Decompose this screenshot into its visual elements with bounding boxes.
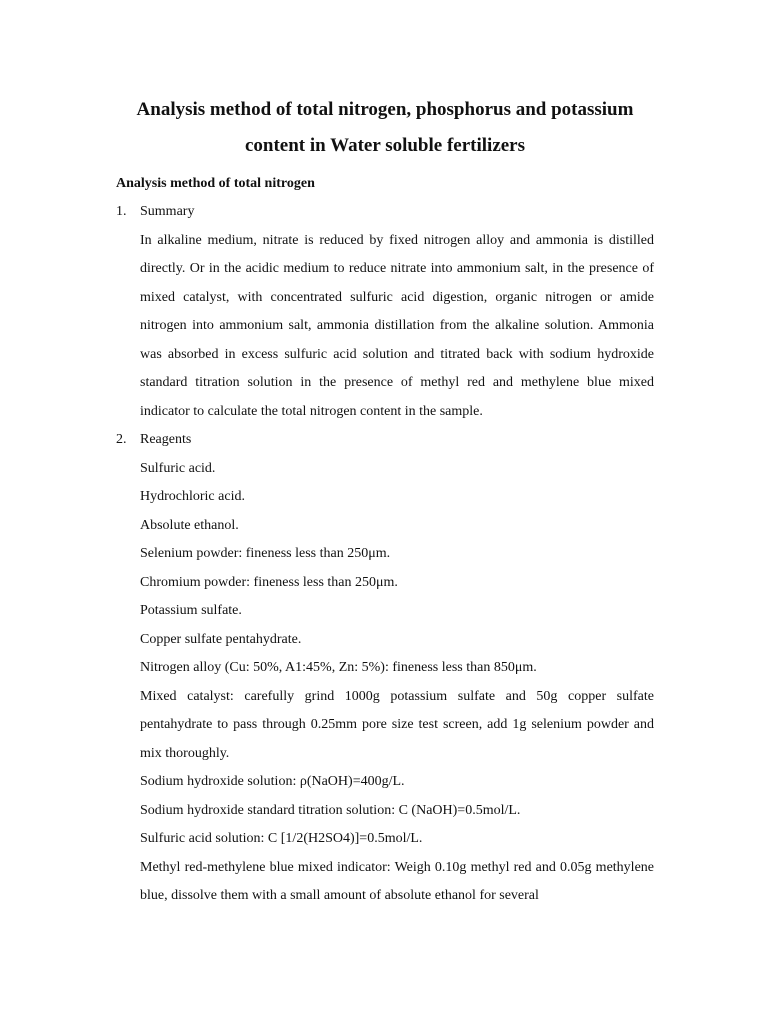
title-line-2: content in Water soluble fertilizers: [244, 135, 526, 156]
section-heading: Analysis method of total nitrogen: [116, 176, 315, 191]
summary-block: [116, 227, 654, 427]
reagent-item: Hydrochloric acid.: [140, 489, 245, 504]
reagent-item: Absolute ethanol.: [140, 517, 239, 533]
reagent-item: Methyl red-methylene blue mixed indicator: Weigh 0.10g methyl red and 0.05g methylene blue, dissolve them with a small amount of absolute ethanol for several: [140, 859, 654, 903]
title-line-1: Analysis method of total nitrogen, phosphorus and potassium: [136, 99, 634, 120]
summary-number: 1.: [116, 204, 127, 219]
reagents-number: 2.: [116, 432, 127, 447]
summary-paragraph: In alkaline medium, nitrate is reduced by fixed nitrogen alloy and ammonia is distilled directly. Or in the acidic medium to reduce nitrate into ammonium salt, in the presence of mixed catalyst, with concentrated sulfuric acid digestion, organic nitrogen or amide nitrogen into ammonium salt, ammonia distillation from the alkaline solution. Ammonia was absorbed in excess sulfuric acid solution and titrated back with sodium hydroxide standard titration solution in the presence of methyl red and methylene blue mixed indicator to calculate the total nitrogen content in the sample.: [140, 232, 654, 419]
reagent-item: Sodium hydroxide standard titration solution: C (NaOH)=0.5mol/L.: [140, 802, 521, 818]
reagent-item: Selenium powder: fineness less than 250μm.: [140, 546, 391, 561]
reagents-label: Reagents: [140, 432, 192, 447]
reagents-block: [116, 455, 654, 911]
summary-list-item: [116, 198, 654, 227]
reagent-item: Sulfuric acid solution: C [1/2(H2SO4)]=0.5mol/L.: [140, 831, 423, 846]
reagent-item: Sodium hydroxide solution: ρ(NaOH)=400g/L.: [140, 774, 405, 789]
reagents-list-item: [116, 426, 654, 455]
reagent-item: Copper sulfate pentahydrate.: [140, 631, 302, 647]
summary-label: Summary: [140, 204, 195, 219]
document-title: [116, 92, 654, 164]
reagent-item: Chromium powder: fineness less than 250μm.: [140, 574, 398, 590]
reagent-item: Mixed catalyst: carefully grind 1000g potassium sulfate and 50g copper sulfate pentahydrate to pass through 0.25mm pore size test screen, add 1g selenium powder and mix thoroughly.: [140, 688, 654, 761]
reagent-item: Potassium sulfate.: [140, 603, 242, 618]
reagent-item: Sulfuric acid.: [140, 460, 216, 476]
reagent-item: Nitrogen alloy (Cu: 50%, A1:45%, Zn: 5%): fineness less than 850μm.: [140, 660, 537, 675]
